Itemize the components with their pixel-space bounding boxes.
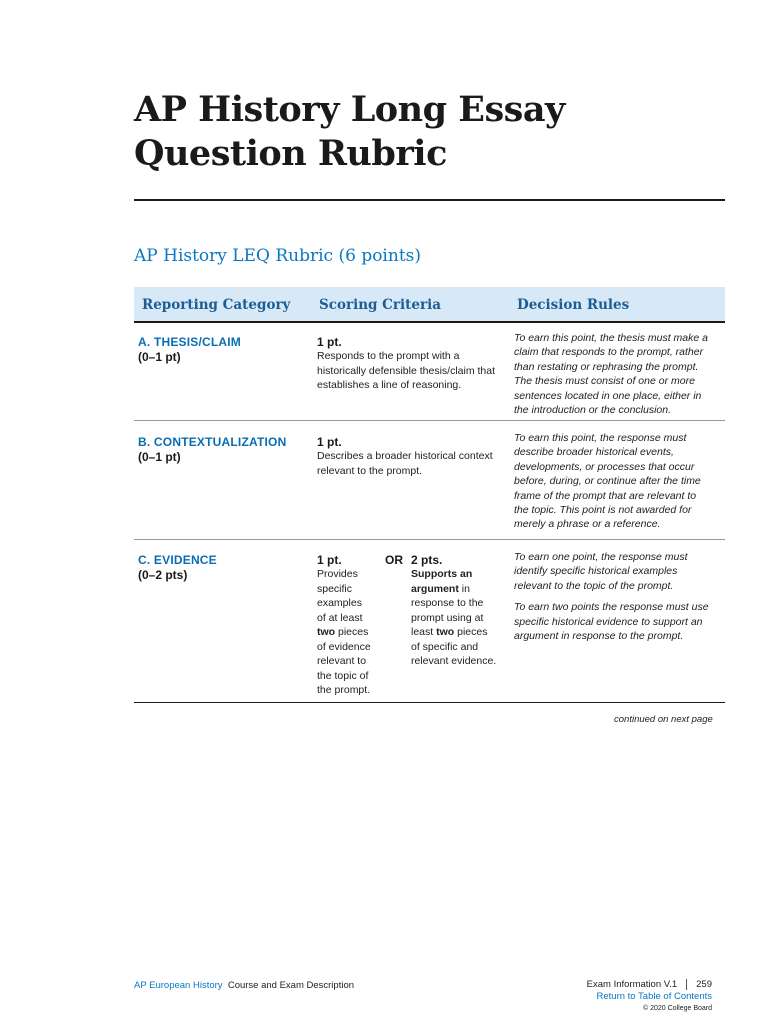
criteria-line: of evidence bbox=[317, 640, 371, 653]
category-name: B. CONTEXTUALIZATION bbox=[138, 435, 287, 449]
criteria-or-label: OR bbox=[385, 553, 403, 567]
emphasis-text: two bbox=[436, 626, 455, 638]
rule-line: describe broader historical events, bbox=[514, 446, 674, 459]
criteria-line: Provides bbox=[317, 568, 358, 580]
category-name: A. THESIS/CLAIM bbox=[138, 335, 242, 349]
rule-line: before, during, or continue after the time bbox=[514, 475, 701, 488]
rule-line: sentences located in one place, either in bbox=[514, 389, 702, 402]
criteria-line: of at least bbox=[317, 611, 363, 624]
decision-rule-text bbox=[514, 431, 720, 532]
rule-line: developments, or processes that occur bbox=[514, 460, 695, 473]
category-points: (0–1 pt) bbox=[138, 450, 181, 464]
rule-line: argument in response to the prompt. bbox=[514, 630, 684, 643]
title-divider bbox=[134, 199, 725, 201]
criteria-line: specific bbox=[317, 582, 353, 595]
criteria-line: examples bbox=[317, 597, 362, 609]
criteria-line: relevant evidence. bbox=[411, 655, 497, 667]
column-header-scoring-criteria: Scoring Criteria bbox=[319, 297, 441, 313]
criteria-line: Responds to the prompt with a bbox=[317, 350, 460, 362]
return-to-toc-link[interactable]: Return to Table of Contents bbox=[596, 991, 712, 1003]
category-points: (0–2 pts) bbox=[138, 568, 188, 582]
column-header-decision-rules: Decision Rules bbox=[517, 297, 630, 313]
table-row-contextualization bbox=[134, 421, 725, 540]
criteria-fragment: in bbox=[458, 582, 470, 595]
rule-line: specific historical evidence to support an bbox=[514, 615, 703, 628]
emphasis-text: two bbox=[317, 626, 336, 638]
table-row-thesis bbox=[134, 323, 725, 421]
emphasis-text: argument bbox=[411, 582, 459, 595]
page-title-line-2: Question Rubric bbox=[134, 133, 447, 174]
page-number: 259 bbox=[696, 979, 712, 991]
footer-section-line bbox=[587, 979, 712, 991]
rule-line: claim that responds to the prompt, rather bbox=[514, 346, 704, 359]
category-points: (0–1 pt) bbox=[138, 350, 181, 364]
copyright: © 2020 College Board bbox=[643, 1005, 712, 1013]
table-header-row bbox=[134, 287, 725, 323]
criteria-fragment: pieces bbox=[454, 626, 488, 638]
criteria-text-two-points bbox=[411, 567, 511, 669]
criteria-points: 1 pt. bbox=[317, 335, 342, 349]
rule-line: To earn this point, the thesis must make a bbox=[514, 332, 708, 344]
criteria-line bbox=[317, 625, 383, 640]
criteria-line bbox=[411, 567, 511, 582]
emphasis-text: Supports an bbox=[411, 568, 473, 580]
criteria-line: establishes a line of reasoning. bbox=[317, 379, 462, 391]
category-cell bbox=[138, 435, 286, 465]
criteria-line: historically defensible thesis/claim that bbox=[317, 364, 495, 377]
category-cell bbox=[138, 553, 217, 583]
criteria-line: relevant to the prompt. bbox=[317, 464, 423, 477]
rule-line: frame of the prompt that are relevant to bbox=[514, 489, 697, 502]
paragraph-gap bbox=[514, 593, 720, 600]
criteria-text-one-point bbox=[317, 567, 383, 698]
rule-line: the introduction or the conclusion. bbox=[514, 404, 672, 417]
criteria-points-two: 2 pts. bbox=[411, 553, 443, 567]
footer-course-brand: AP European History bbox=[134, 980, 223, 991]
decision-rule-text bbox=[514, 331, 720, 417]
category-cell bbox=[138, 335, 241, 365]
section-title: AP History LEQ Rubric (6 points) bbox=[134, 246, 422, 266]
criteria-text bbox=[317, 349, 512, 393]
continued-note: continued on next page bbox=[614, 714, 713, 725]
criteria-line: response to the bbox=[411, 597, 484, 609]
footer-info bbox=[587, 979, 712, 1015]
criteria-text bbox=[317, 449, 512, 478]
rule-line: To earn one point, the response must bbox=[514, 551, 688, 563]
criteria-line: the topic of bbox=[317, 669, 369, 682]
rule-line: The thesis must consist of one or more bbox=[514, 375, 695, 388]
category-name: C. EVIDENCE bbox=[138, 553, 217, 567]
criteria-points-one: 1 pt. bbox=[317, 553, 342, 567]
table-row-evidence bbox=[134, 540, 725, 703]
criteria-line: the prompt. bbox=[317, 684, 371, 696]
decision-rule-text bbox=[514, 550, 720, 643]
page-title-line-1: AP History Long Essay bbox=[134, 89, 565, 130]
column-header-reporting-category: Reporting Category bbox=[142, 297, 291, 313]
rule-line: relevant to the topic of the prompt. bbox=[514, 579, 674, 592]
rule-line: identify specific historical examples bbox=[514, 565, 678, 578]
rule-line: To earn two points the response must use bbox=[514, 601, 709, 614]
footer-course bbox=[134, 980, 354, 991]
rubric-table bbox=[134, 287, 725, 703]
criteria-line: of specific and bbox=[411, 640, 479, 653]
rule-line: than restating or rephrasing the prompt. bbox=[514, 360, 699, 373]
criteria-line bbox=[411, 582, 511, 597]
criteria-line bbox=[411, 625, 511, 640]
footer-course-rest: Course and Exam Description bbox=[227, 980, 355, 991]
criteria-line: prompt using at bbox=[411, 611, 484, 624]
criteria-line: relevant to bbox=[317, 655, 367, 667]
footer-section: Exam Information V.1 bbox=[586, 979, 678, 991]
rule-line: the topic. This point is not awarded for bbox=[514, 504, 692, 517]
rule-line: To earn this point, the response must bbox=[514, 432, 687, 444]
criteria-fragment: least bbox=[411, 626, 437, 638]
criteria-fragment: pieces bbox=[335, 626, 369, 638]
criteria-line: Describes a broader historical context bbox=[317, 450, 493, 462]
footer-separator bbox=[686, 979, 687, 990]
rule-line: merely a phrase or a reference. bbox=[514, 518, 661, 531]
criteria-points: 1 pt. bbox=[317, 435, 342, 449]
page-title bbox=[134, 88, 734, 176]
